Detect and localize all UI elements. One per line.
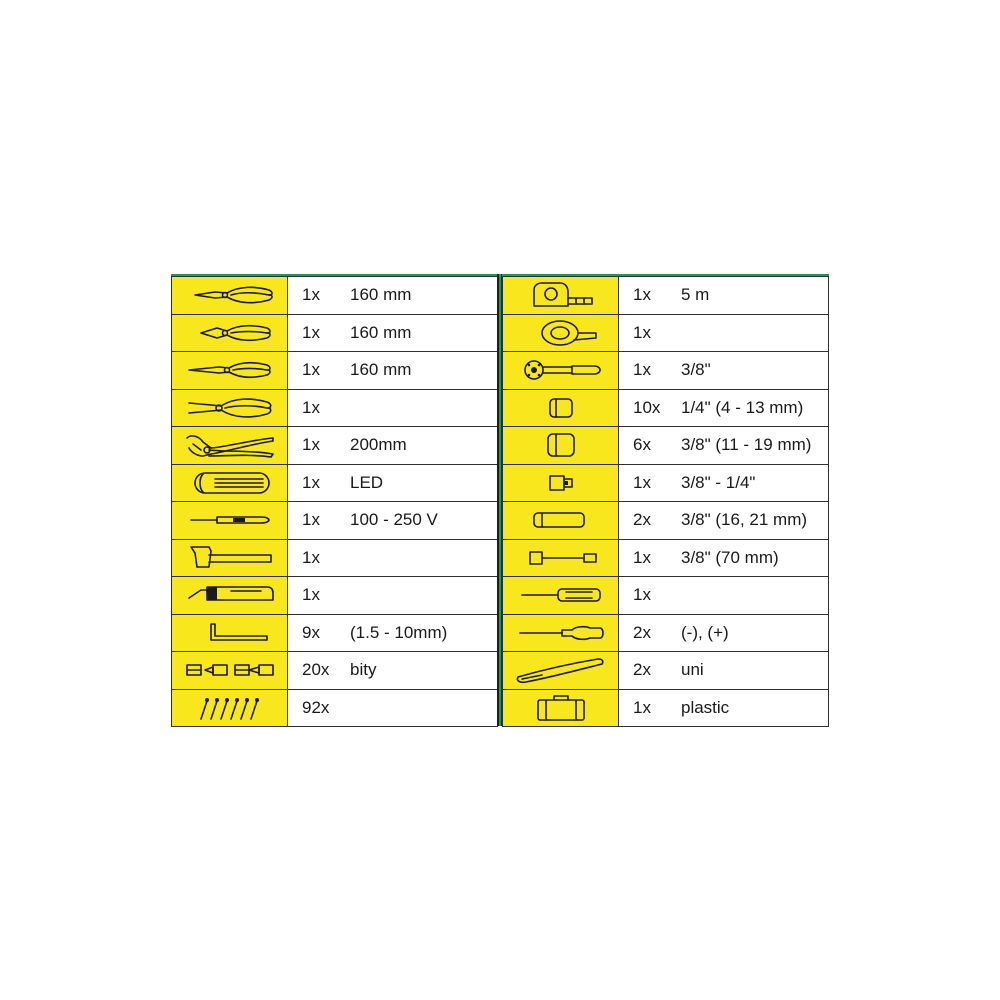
tool-quantity: 92x bbox=[302, 697, 330, 717]
screwdriver-icon bbox=[512, 618, 608, 648]
tool-quantity: 1x bbox=[302, 322, 320, 342]
tool-icon-cell bbox=[502, 652, 619, 689]
tool-icon-cell bbox=[502, 577, 619, 614]
tool-row bbox=[171, 615, 498, 653]
tool-description bbox=[681, 577, 829, 614]
tool-description: 160 mm bbox=[350, 322, 412, 342]
hex-key-icon bbox=[181, 618, 277, 648]
tool-icon-cell bbox=[171, 390, 288, 427]
tool-description: plastic bbox=[681, 697, 730, 717]
tool-icon-cell bbox=[502, 277, 619, 314]
tool-quantity: 1x bbox=[302, 547, 320, 567]
tool-icon-cell bbox=[502, 502, 619, 539]
utility-knife-icon bbox=[181, 580, 277, 610]
insulating-tape-icon bbox=[512, 318, 608, 348]
tool-row bbox=[502, 390, 829, 428]
tool-quantity: 1x bbox=[633, 547, 651, 567]
tool-quantity: 20x bbox=[302, 660, 330, 680]
circlip-pliers-icon bbox=[181, 393, 277, 423]
tool-description: uni bbox=[681, 660, 704, 680]
tool-description: 1/4" (4 - 13 mm) bbox=[681, 397, 804, 417]
tool-description: 3/8" (16, 21 mm) bbox=[681, 510, 808, 530]
water-pump-pliers-icon bbox=[181, 430, 277, 460]
screwdriver-bits-icon bbox=[181, 655, 277, 685]
tool-description: (1.5 - 10mm) bbox=[350, 622, 448, 642]
tool-description: 3/8" (70 mm) bbox=[681, 547, 779, 567]
tool-icon-cell bbox=[171, 352, 288, 389]
tool-quantity: 9x bbox=[302, 622, 320, 642]
tool-description: bity bbox=[350, 660, 377, 680]
tool-row bbox=[502, 690, 829, 728]
carrying-case-icon bbox=[512, 693, 608, 723]
tool-icon-cell bbox=[502, 390, 619, 427]
tool-quantity: 2x bbox=[633, 622, 651, 642]
tool-description bbox=[350, 690, 498, 727]
tool-icon-cell bbox=[502, 315, 619, 352]
tool-description: 160 mm bbox=[350, 360, 412, 380]
tool-row bbox=[171, 690, 498, 728]
tool-quantity: 1x bbox=[302, 360, 320, 380]
tool-row bbox=[502, 652, 829, 690]
tool-description: 5 m bbox=[681, 285, 710, 305]
tool-description: 160 mm bbox=[350, 285, 412, 305]
tool-quantity: 1x bbox=[633, 322, 651, 342]
tool-quantity: 1x bbox=[302, 435, 320, 455]
tool-quantity: 10x bbox=[633, 397, 661, 417]
long-nose-pliers-icon bbox=[181, 355, 277, 385]
tool-description bbox=[681, 315, 829, 352]
tool-icon-cell bbox=[171, 540, 288, 577]
tool-icon-cell bbox=[171, 427, 288, 464]
tool-quantity: 2x bbox=[633, 660, 651, 680]
tool-row bbox=[171, 390, 498, 428]
tool-quantity: 2x bbox=[633, 510, 651, 530]
tool-quantity: 1x bbox=[302, 285, 320, 305]
socket-adapter-icon bbox=[512, 468, 608, 498]
tool-row bbox=[171, 652, 498, 690]
tool-icon-cell bbox=[171, 690, 288, 727]
tool-row bbox=[502, 615, 829, 653]
tool-list-right-panel bbox=[502, 274, 829, 726]
tool-description: 100 - 250 V bbox=[350, 510, 438, 530]
tool-row bbox=[171, 540, 498, 578]
tool-quantity: 1x bbox=[633, 285, 651, 305]
tool-icon-cell bbox=[171, 615, 288, 652]
tool-quantity: 1x bbox=[633, 585, 651, 605]
voltage-tester-icon bbox=[181, 505, 277, 535]
tool-description: (-), (+) bbox=[681, 622, 729, 642]
tool-description: 200mm bbox=[350, 435, 407, 455]
combination-pliers-icon bbox=[181, 280, 277, 310]
tool-icon-cell bbox=[171, 577, 288, 614]
tool-description bbox=[350, 577, 498, 614]
nails-icon bbox=[181, 693, 277, 723]
tool-description bbox=[350, 390, 498, 427]
extension-bar-icon bbox=[512, 543, 608, 573]
tool-icon-cell bbox=[171, 277, 288, 314]
tool-row bbox=[171, 315, 498, 353]
tool-quantity: 1x bbox=[633, 697, 651, 717]
tool-quantity: 1x bbox=[302, 510, 320, 530]
tool-description: 3/8" bbox=[681, 360, 711, 380]
tool-row bbox=[502, 540, 829, 578]
tool-quantity: 1x bbox=[633, 472, 651, 492]
hammer-icon bbox=[181, 543, 277, 573]
tool-icon-cell bbox=[502, 540, 619, 577]
tool-row bbox=[171, 276, 498, 315]
tool-icon-cell bbox=[502, 352, 619, 389]
tool-quantity: 6x bbox=[633, 435, 651, 455]
bit-holder-screwdriver-icon bbox=[512, 580, 608, 610]
tool-quantity: 1x bbox=[302, 472, 320, 492]
tool-quantity: 1x bbox=[302, 585, 320, 605]
tape-measure-icon bbox=[512, 280, 608, 310]
tool-row bbox=[502, 315, 829, 353]
side-cutter-pliers-icon bbox=[181, 318, 277, 348]
tool-icon-cell bbox=[171, 315, 288, 352]
tool-icon-cell bbox=[502, 465, 619, 502]
tool-list-left-panel bbox=[171, 274, 498, 726]
small-socket-icon bbox=[512, 393, 608, 423]
tool-row bbox=[171, 427, 498, 465]
tool-row bbox=[502, 352, 829, 390]
tool-row bbox=[171, 502, 498, 540]
tool-icon-cell bbox=[502, 427, 619, 464]
tool-description bbox=[350, 540, 498, 577]
tool-description: LED bbox=[350, 472, 384, 492]
tool-description: 3/8" - 1/4" bbox=[681, 472, 756, 492]
tool-icon-cell bbox=[502, 615, 619, 652]
ratchet-icon bbox=[512, 355, 608, 385]
tool-row bbox=[502, 465, 829, 503]
pry-tool-icon bbox=[512, 655, 608, 685]
tool-row bbox=[171, 577, 498, 615]
flashlight-icon bbox=[181, 468, 277, 498]
tool-row bbox=[502, 276, 829, 315]
tool-icon-cell bbox=[171, 502, 288, 539]
tool-icon-cell bbox=[502, 690, 619, 727]
tool-row bbox=[171, 352, 498, 390]
tool-icon-cell bbox=[171, 465, 288, 502]
tool-icon-cell bbox=[171, 652, 288, 689]
deep-socket-icon bbox=[512, 505, 608, 535]
tool-row bbox=[502, 577, 829, 615]
tool-row bbox=[502, 502, 829, 540]
tool-quantity: 1x bbox=[633, 360, 651, 380]
tool-description: 3/8" (11 - 19 mm) bbox=[681, 435, 812, 455]
tool-row bbox=[171, 465, 498, 503]
socket-icon bbox=[512, 430, 608, 460]
tool-row bbox=[502, 427, 829, 465]
tool-quantity: 1x bbox=[302, 397, 320, 417]
